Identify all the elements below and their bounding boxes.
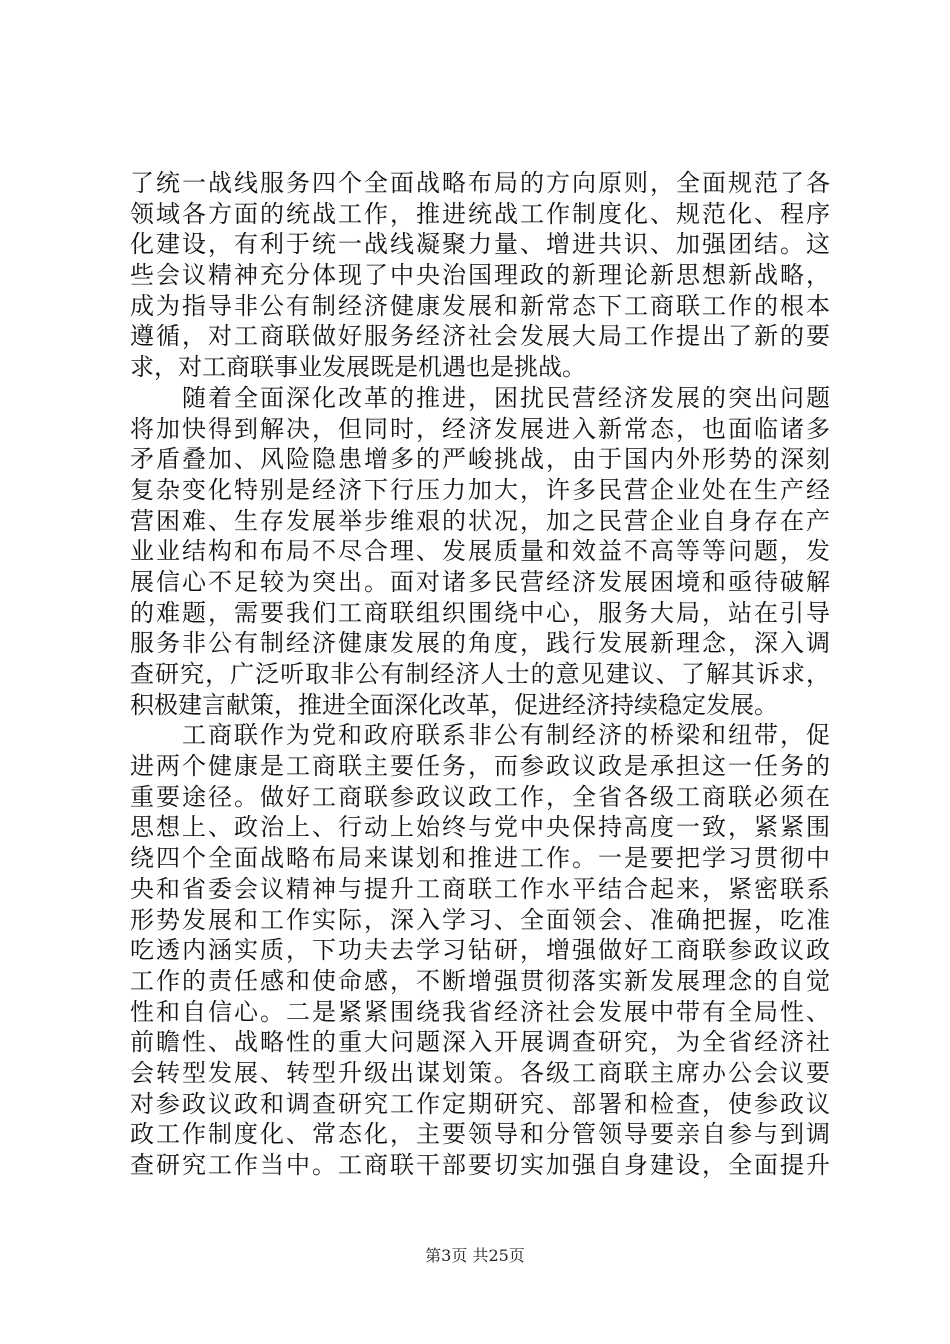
- text-line: 前瞻性、战略性的重大问题深入开展调查研究，为全省经济社: [130, 1028, 830, 1057]
- text-line: 服务非公有制经济健康发展的角度，践行发展新理念，深入调: [130, 629, 830, 658]
- text-line: 吃透内涵实质，下功夫去学习钻研，增强做好工商联参政议政: [130, 936, 830, 965]
- text-line: 了统一战线服务四个全面战略布局的方向原则，全面规范了各: [130, 169, 830, 197]
- text-line: 成为指导非公有制经济健康发展和新常态下工商联工作的根本: [130, 291, 830, 320]
- text-line: 业业结构和布局不尽合理、发展质量和效益不高等等问题，发: [130, 537, 830, 566]
- text-line: 求，对工商联事业发展既是机遇也是挑战。: [130, 353, 586, 382]
- text-line: 政工作制度化、常态化，主要领导和分管领导要亲自参与到调: [130, 1120, 830, 1149]
- text-line: 展信心不足较为突出。面对诸多民营经济发展困境和亟待破解: [130, 567, 830, 596]
- text-line: 性和自信心。二是紧紧围绕我省经济社会发展中带有全局性、: [130, 997, 830, 1026]
- page-footer: 第3页 共25页: [425, 1246, 525, 1265]
- text-line: 积极建言献策，推进全面深化改革，促进经济持续稳定发展。: [130, 690, 778, 719]
- text-line: 工商联作为党和政府联系非公有制经济的桥梁和纽带，促: [130, 721, 830, 750]
- document-body: [130, 168, 830, 1181]
- text-line: 央和省委会议精神与提升工商联工作水平结合起来，紧密联系: [130, 874, 830, 903]
- text-line: 绕四个全面战略布局来谋划和推进工作。一是要把学习贯彻中: [130, 844, 830, 873]
- text-line: 形势发展和工作实际，深入学习、全面领会、准确把握，吃准: [130, 905, 830, 934]
- text-line: 领域各方面的统战工作，推进统战工作制度化、规范化、程序: [130, 199, 830, 228]
- text-line: 随着全面深化改革的推进，困扰民营经济发展的突出问题: [130, 383, 830, 412]
- text-line: 的难题，需要我们工商联组织围绕中心，服务大局，站在引导: [130, 598, 830, 627]
- text-line: 矛盾叠加、风险隐患增多的严峻挑战，由于国内外形势的深刻: [130, 445, 830, 474]
- text-line: 遵循，对工商联做好服务经济社会发展大局工作提出了新的要: [130, 322, 830, 351]
- text-line: 工作的责任感和使命感，不断增强贯彻落实新发展理念的自觉: [130, 966, 830, 995]
- text-line: 对参政议政和调查研究工作定期研究、部署和检查，使参政议: [130, 1089, 830, 1118]
- text-line: 查研究工作当中。工商联干部要切实加强自身建设，全面提升: [130, 1151, 830, 1179]
- text-line: 会转型发展、转型升级出谋划策。各级工商联主席办公会议要: [130, 1058, 830, 1087]
- text-line: 查研究，广泛听取非公有制经济人士的意见建议、了解其诉求，: [130, 660, 830, 688]
- text-line: 重要途径。做好工商联参政议政工作，全省各级工商联必须在: [130, 782, 830, 811]
- text-line: 些会议精神充分体现了中央治国理政的新理论新思想新战略，: [130, 261, 830, 290]
- text-line: 思想上、政治上、行动上始终与党中央保持高度一致，紧紧围: [130, 813, 830, 842]
- text-line: 复杂变化特别是经济下行压力加大，许多民营企业处在生产经: [130, 475, 830, 504]
- text-line: 将加快得到解决，但同时，经济发展进入新常态，也面临诸多: [130, 414, 830, 443]
- text-line: 进两个健康是工商联主要任务，而参政议政是承担这一任务的: [130, 752, 830, 781]
- text-line: 营困难、生存发展举步维艰的状况，加之民营企业自身存在产: [130, 506, 830, 535]
- text-line: 化建设，有利于统一战线凝聚力量、增进共识、加强团结。这: [130, 230, 830, 259]
